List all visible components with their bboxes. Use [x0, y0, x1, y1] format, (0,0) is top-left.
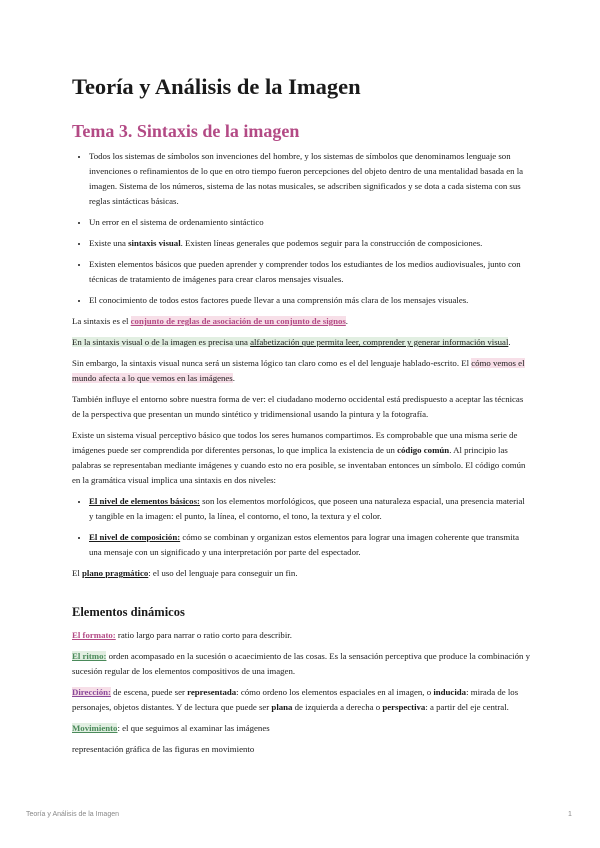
- list-item: [89, 530, 530, 560]
- term-label: Movimiento: [72, 723, 118, 733]
- text: El: [72, 568, 83, 578]
- text: Existe un sistema visual perceptivo básico que todos los seres humanos compartimos. Es comprobable que una misma serie de imágenes puede ser comprendida por diferentes personas, lo que implica la existencia de un: [72, 430, 518, 455]
- bold-term: plana: [271, 702, 293, 712]
- highlight: alfabetización que permita leer, comprender y generar información visual: [250, 337, 509, 347]
- paragraph: [72, 314, 530, 329]
- levels-list: [72, 494, 530, 560]
- list-item: [89, 236, 530, 251]
- text: .: [232, 373, 235, 383]
- text: de izquierda a derecha o: [292, 702, 383, 712]
- paragraph: [72, 628, 530, 643]
- text: : a partir del eje central.: [425, 702, 509, 712]
- highlight: conjunto de reglas de asociación de un conjunto de signos: [130, 316, 346, 326]
- bold-term: perspectiva: [382, 702, 426, 712]
- subsection-heading: Elementos dinámicos: [72, 605, 185, 619]
- paragraph: [72, 721, 530, 736]
- text: La sintaxis es el: [72, 316, 131, 326]
- text: orden acompasado en la sucesión o acaecimiento de las cosas. Es la sensación perceptiva que produce la combinación y sucesión regular de los elementos compositivos de una imagen.: [72, 651, 531, 676]
- bold-term: El nivel de elementos básicos:: [89, 496, 200, 506]
- text: . Existen líneas generales que podemos seguir para la construcción de composiciones.: [180, 238, 483, 248]
- text: .: [345, 316, 348, 326]
- text: . Al principio las palabras se representaban mediante imágenes y cuando esto no era posible, se inventaban entonces un símbolo. El código común en la gramática visual implica una sintaxis en dos niveles:: [72, 445, 526, 485]
- paragraph: [72, 335, 530, 350]
- bold-term: inducida: [433, 687, 467, 697]
- list-item: [89, 494, 530, 524]
- paragraph: [72, 685, 530, 715]
- term-label: El formato:: [72, 630, 116, 640]
- bold-term: sintaxis visual: [128, 238, 181, 248]
- paragraph: También influye el entorno sobre nuestra forma de ver: el ciudadano moderno occidental está predispuesto a aceptar las técnicas de la perspectiva que presentan un mundo sintético y tridimensional usando la pintura y la fotografía.: [72, 394, 524, 419]
- term-label: Dirección:: [72, 687, 111, 697]
- text: ratio largo para narrar o ratio corto para describir.: [115, 630, 292, 640]
- paragraph: [72, 566, 530, 581]
- text: de escena, puede ser: [110, 687, 188, 697]
- paragraph: [72, 356, 530, 386]
- text: : cómo ordeno los elementos espaciales en al imagen, o: [236, 687, 434, 697]
- text: .: [508, 337, 511, 347]
- list-item: • Existen elementos básicos que pueden aprender y comprender todos los estudiantes de los medios audiovisuales, junto con técnicas de tratamiento de imágenes para crear claros mensajes visuales.: [89, 257, 530, 287]
- bold-term: plano pragmático: [82, 568, 149, 578]
- section-heading: Tema 3. Sintaxis de la imagen: [72, 121, 300, 141]
- text: Existe una: [89, 238, 129, 248]
- term-label: El ritmo:: [72, 651, 107, 661]
- text: En la sintaxis visual o de la imagen es precisa una: [72, 337, 251, 347]
- document-title: Teoría y Análisis de la Imagen: [72, 74, 361, 99]
- bold-term: representada: [187, 687, 237, 697]
- bold-term: código común: [397, 445, 450, 455]
- page-number: 1: [568, 811, 572, 818]
- paragraph: [72, 428, 530, 488]
- text: cómo se combinan y organizan estos elementos para lograr una imagen coherente que transmita una mensaje con un significado y una interpretación por parte del espectador.: [89, 532, 520, 557]
- list-item: • Un error en el sistema de ordenamiento sintáctico: [89, 215, 530, 230]
- list-item: • El conocimiento de todos estos factores puede llevar a una comprensión más clara de los mensajes visuales.: [89, 293, 530, 308]
- bold-term: El nivel de composición:: [89, 532, 181, 542]
- text: Sin embargo, la sintaxis visual nunca será un sistema lógico tan claro como es el del lenguaje hablado-escrito. El: [72, 358, 472, 368]
- text: : el uso del lenguaje para conseguir un fin.: [148, 568, 298, 578]
- text: son los elementos morfológicos, que poseen una naturaleza espacial, una presencia material y tangible en la imagen: el punto, la línea, el contorno, el tono, la textura y el color.: [89, 496, 525, 521]
- document-body: [72, 149, 530, 763]
- paragraph: [72, 649, 530, 679]
- bullet-list: [72, 149, 530, 308]
- paragraph: representación gráfica de las figuras en movimiento: [72, 744, 255, 754]
- list-item: • Todos los sistemas de símbolos son invenciones del hombre, y los sistemas de símbolos que denominamos lenguaje son invenciones o refinamientos de lo que en otro tiempo fueron percepciones del objeto dentro de una mentalidad basada en la imagen. Sistema de los números, sistema de las notas musicales, se adscriben significados y se dota a cada sistema con sus reglas sintácticas básicas.: [89, 149, 530, 209]
- page-footer: Teoría y Análisis de la Imagen: [26, 811, 119, 818]
- text: : el que seguimos al examinar las imágenes: [117, 723, 270, 733]
- highlight: cómo vemos el mundo afecta a lo que vemos en las imágenes: [72, 358, 525, 383]
- text: : mirada de los personajes, objetos distantes. Y de lectura que puede ser: [72, 687, 519, 712]
